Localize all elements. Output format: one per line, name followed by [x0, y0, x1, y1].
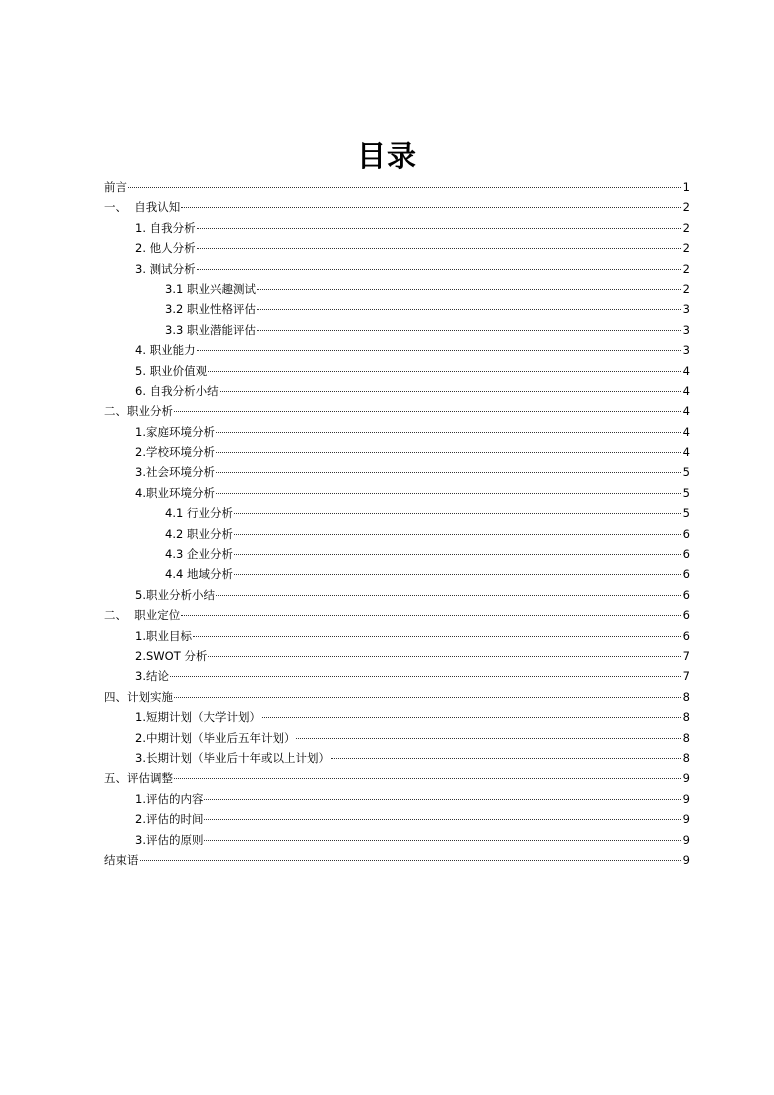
toc-dot-leader [234, 513, 681, 514]
toc-entry-label: 1. 自我分析 [135, 220, 196, 235]
toc-entry-label: 4.3 企业分析 [165, 547, 233, 562]
toc-entry[interactable] [104, 830, 690, 850]
toc-dot-leader [234, 534, 681, 535]
toc-dot-leader [208, 656, 680, 657]
toc-entry-label: 3.长期计划（毕业后十年或以上计划） [135, 750, 330, 765]
toc-dot-leader [220, 391, 681, 392]
toc-entry-page-number: 9 [682, 791, 690, 806]
toc-entry-page-number: 9 [682, 771, 690, 786]
toc-dot-leader [174, 697, 681, 698]
toc-entry-label: 6. 自我分析小结 [135, 383, 219, 398]
toc-entry-label: 3. 测试分析 [135, 261, 196, 276]
toc-entry-page-number: 3 [682, 322, 690, 337]
toc-dot-leader [208, 371, 681, 372]
toc-entry[interactable] [104, 564, 690, 584]
toc-dot-leader [234, 554, 681, 555]
toc-dot-leader [257, 309, 681, 310]
toc-dot-leader [174, 778, 681, 779]
toc-entry[interactable] [104, 646, 690, 666]
toc-entry-page-number: 4 [682, 424, 690, 439]
toc-entry[interactable] [104, 626, 690, 646]
toc-entry-label: 2.学校环境分析 [135, 445, 215, 460]
toc-entry-label: 3.2 职业性格评估 [165, 302, 256, 317]
toc-entry[interactable] [104, 728, 690, 748]
toc-entry-page-number: 5 [682, 485, 690, 500]
toc-entry-page-number: 2 [682, 220, 690, 235]
toc-dot-leader [193, 636, 681, 637]
toc-entry-page-number: 6 [682, 587, 690, 602]
toc-list [104, 177, 690, 870]
toc-entry-label: 3.3 职业潜能评估 [165, 322, 256, 337]
toc-dot-leader [331, 758, 681, 759]
toc-entry-label: 二、 职业定位 [104, 608, 181, 623]
toc-entry[interactable] [104, 197, 690, 217]
toc-entry[interactable] [104, 789, 690, 809]
toc-entry-page-number: 3 [682, 343, 690, 358]
toc-entry-page-number: 8 [682, 730, 690, 745]
toc-entry[interactable] [104, 524, 690, 544]
toc-entry[interactable] [104, 177, 690, 197]
toc-dot-leader [197, 248, 681, 249]
toc-dot-leader [128, 187, 681, 188]
toc-entry-label: 结束语 [104, 852, 139, 867]
toc-entry-label: 4.4 地域分析 [165, 567, 233, 582]
toc-entry[interactable] [104, 238, 690, 258]
toc-dot-leader [174, 411, 681, 412]
toc-entry-label: 前言 [104, 180, 127, 194]
toc-entry[interactable] [104, 768, 690, 788]
toc-entry-page-number: 4 [682, 363, 690, 378]
toc-dot-leader [140, 860, 681, 861]
toc-entry-label: 1.家庭环境分析 [135, 424, 215, 439]
toc-entry-page-number: 9 [682, 852, 690, 867]
toc-dot-leader [216, 452, 681, 453]
toc-entry-label: 四、计划实施 [104, 689, 173, 704]
toc-entry[interactable] [104, 279, 690, 299]
toc-entry-label: 5.职业分析小结 [135, 587, 215, 602]
toc-entry[interactable] [104, 748, 690, 768]
toc-dot-leader [197, 269, 681, 270]
toc-dot-leader [216, 432, 681, 433]
toc-dot-leader [257, 289, 681, 290]
toc-entry-label: 4.1 行业分析 [165, 506, 233, 521]
toc-entry-page-number: 8 [682, 689, 690, 704]
toc-entry[interactable] [104, 503, 690, 523]
toc-entry-label: 五、评估调整 [104, 771, 173, 786]
toc-dot-leader [181, 207, 680, 208]
toc-entry-label: 3.结论 [135, 669, 169, 684]
toc-entry-label: 二、职业分析 [104, 404, 173, 419]
toc-entry-page-number: 6 [682, 628, 690, 643]
toc-entry-page-number: 2 [682, 261, 690, 276]
toc-entry-page-number: 6 [682, 526, 690, 541]
toc-entry-page-number: 5 [682, 465, 690, 480]
toc-entry-page-number: 7 [682, 648, 690, 663]
toc-dot-leader [204, 819, 680, 820]
toc-entry-label: 3.社会环境分析 [135, 465, 215, 480]
toc-entry-page-number: 6 [682, 547, 690, 562]
toc-entry-page-number: 8 [682, 750, 690, 765]
toc-entry[interactable] [104, 361, 690, 381]
toc-dot-leader [262, 717, 681, 718]
toc-entry-page-number: 9 [682, 812, 690, 827]
toc-entry-label: 4.职业环境分析 [135, 485, 215, 500]
toc-entry[interactable] [104, 544, 690, 564]
toc-dot-leader [216, 472, 681, 473]
toc-entry[interactable] [104, 605, 690, 625]
toc-dot-leader [181, 615, 680, 616]
toc-entry[interactable] [104, 218, 690, 238]
toc-entry[interactable] [104, 320, 690, 340]
toc-dot-leader [234, 574, 681, 575]
toc-entry-label: 一、 自我认知 [104, 200, 181, 215]
toc-entry-label: 1.职业目标 [135, 628, 192, 643]
toc-entry[interactable] [104, 259, 690, 279]
toc-entry-label: 2.评估的时间 [135, 812, 204, 827]
toc-entry-label: 4. 职业能力 [135, 343, 196, 358]
toc-entry-page-number: 6 [682, 608, 690, 623]
toc-entry[interactable] [104, 666, 690, 686]
toc-entry-page-number: 6 [682, 567, 690, 582]
toc-entry-label: 3.评估的原则 [135, 832, 204, 847]
toc-entry[interactable] [104, 381, 690, 401]
toc-entry-label: 5. 职业价值观 [135, 363, 208, 378]
toc-dot-leader [296, 738, 680, 739]
toc-entry[interactable] [104, 299, 690, 319]
toc-entry-label: 2.中期计划（毕业后五年计划） [135, 730, 296, 745]
toc-entry-label: 2.SWOT 分析 [135, 648, 208, 663]
toc-entry-page-number: 4 [682, 445, 690, 460]
page-title: 目录 [356, 139, 417, 173]
toc-entry-page-number: 2 [682, 281, 690, 296]
toc-dot-leader [197, 228, 681, 229]
toc-entry-page-number: 4 [682, 404, 690, 419]
toc-entry-page-number: 7 [682, 669, 690, 684]
toc-entry-label: 2. 他人分析 [135, 241, 196, 256]
toc-dot-leader [216, 595, 681, 596]
toc-entry[interactable] [104, 483, 690, 503]
toc-entry-label: 1.评估的内容 [135, 791, 204, 806]
toc-entry[interactable] [104, 687, 690, 707]
toc-entry[interactable] [104, 707, 690, 727]
toc-entry-page-number: 1 [682, 180, 690, 194]
toc-entry-page-number: 9 [682, 832, 690, 847]
toc-entry[interactable] [104, 809, 690, 829]
toc-dot-leader [216, 493, 681, 494]
toc-entry-page-number: 8 [682, 710, 690, 725]
toc-entry[interactable] [104, 850, 690, 870]
toc-entry-page-number: 2 [682, 241, 690, 256]
toc-dot-leader [204, 840, 680, 841]
toc-entry-label: 1.短期计划（大学计划） [135, 710, 261, 725]
toc-entry-label: 4.2 职业分析 [165, 526, 233, 541]
toc-entry-page-number: 2 [682, 200, 690, 215]
toc-entry[interactable] [104, 462, 690, 482]
toc-entry-page-number: 4 [682, 383, 690, 398]
toc-dot-leader [197, 350, 681, 351]
toc-dot-leader [170, 676, 681, 677]
toc-dot-leader [257, 330, 681, 331]
toc-entry-page-number: 5 [682, 506, 690, 521]
toc-entry[interactable] [104, 422, 690, 442]
toc-entry-page-number: 3 [682, 302, 690, 317]
toc-entry[interactable] [104, 401, 690, 421]
toc-dot-leader [204, 799, 680, 800]
toc-entry[interactable] [104, 442, 690, 462]
toc-entry[interactable] [104, 585, 690, 605]
toc-entry[interactable] [104, 340, 690, 360]
toc-entry-label: 3.1 职业兴趣测试 [165, 281, 256, 296]
